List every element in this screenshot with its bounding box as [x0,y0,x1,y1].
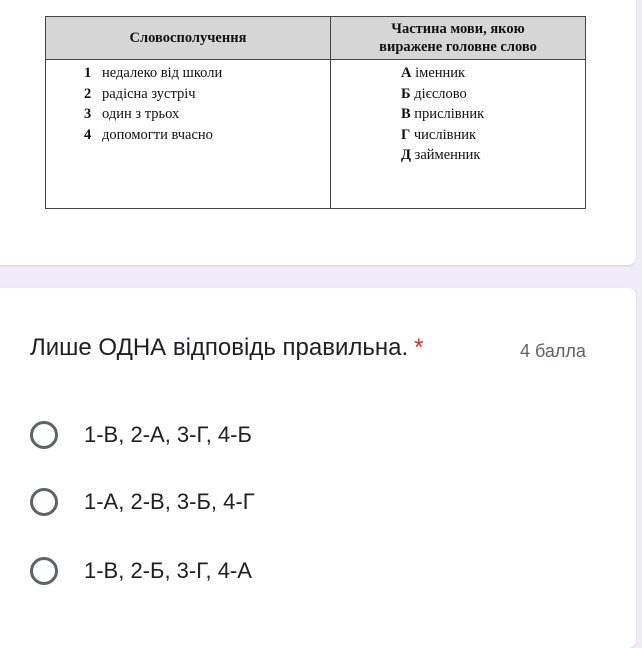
answer-option-1[interactable] [30,417,252,453]
list-item: 4 допомогти вчасно [84,126,213,143]
option-label: 1-А, 2-В, 3-Б, 4-Г [84,489,255,514]
points-label: 4 балла [520,341,586,361]
list-item: Б дієслово [401,85,467,102]
question-text: Лише ОДНА відповідь правильна. [30,334,409,361]
parts-of-speech-cell [331,60,586,209]
list-item: А іменник [401,65,466,81]
list-item: В прислівник [401,106,485,122]
required-asterisk: * [414,334,424,361]
radio-button[interactable] [30,421,58,449]
table-header-parts-of-speech: Частина мови, якою виражене головне слово [331,17,586,60]
radio-button[interactable] [30,557,58,585]
list-item: 3 один з трьох [84,106,180,122]
radio-button[interactable] [30,488,58,516]
answer-option-2[interactable] [30,484,255,520]
question-title [30,334,423,362]
option-label: 1-В, 2-Б, 3-Г, 4-А [84,558,252,583]
table-header-phrases: Словосполучення [46,17,331,60]
list-item: 1 недалеко від школи [84,65,223,81]
option-label: 1-В, 2-А, 3-Г, 4-Б [84,422,252,447]
matching-table [45,16,586,209]
list-item: Д займенник [401,147,481,163]
answer-option-3[interactable] [30,553,252,589]
list-item: 2 радісна зустріч [84,85,196,102]
list-item: Г числівник [401,126,477,143]
phrases-cell [46,60,331,209]
